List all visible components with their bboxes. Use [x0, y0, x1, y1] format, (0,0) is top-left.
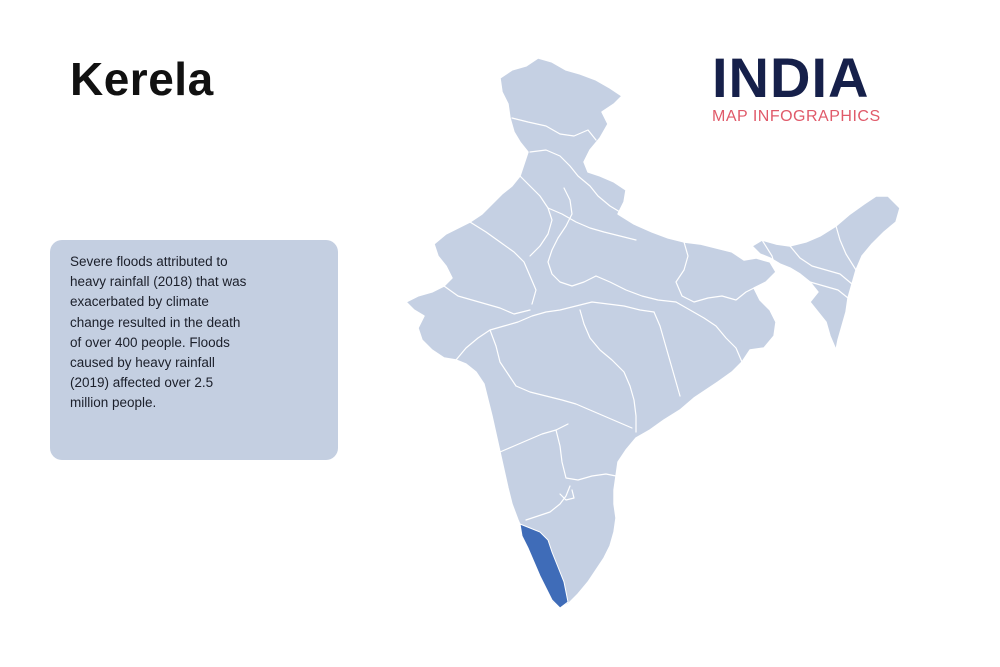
- brand-title: INDIA: [712, 46, 870, 109]
- info-text: Severe floods attributed to heavy rainfall (2018) that was exacerbated by climate change resulted in the death of over 400 people. Floods caused by heavy rainfall (2019) affected over 2.5 million people.: [70, 254, 247, 411]
- india-mainland: [406, 58, 776, 608]
- brand-subtitle: MAP INFOGRAPHICS: [712, 108, 881, 125]
- page-title: Kerela: [70, 53, 214, 105]
